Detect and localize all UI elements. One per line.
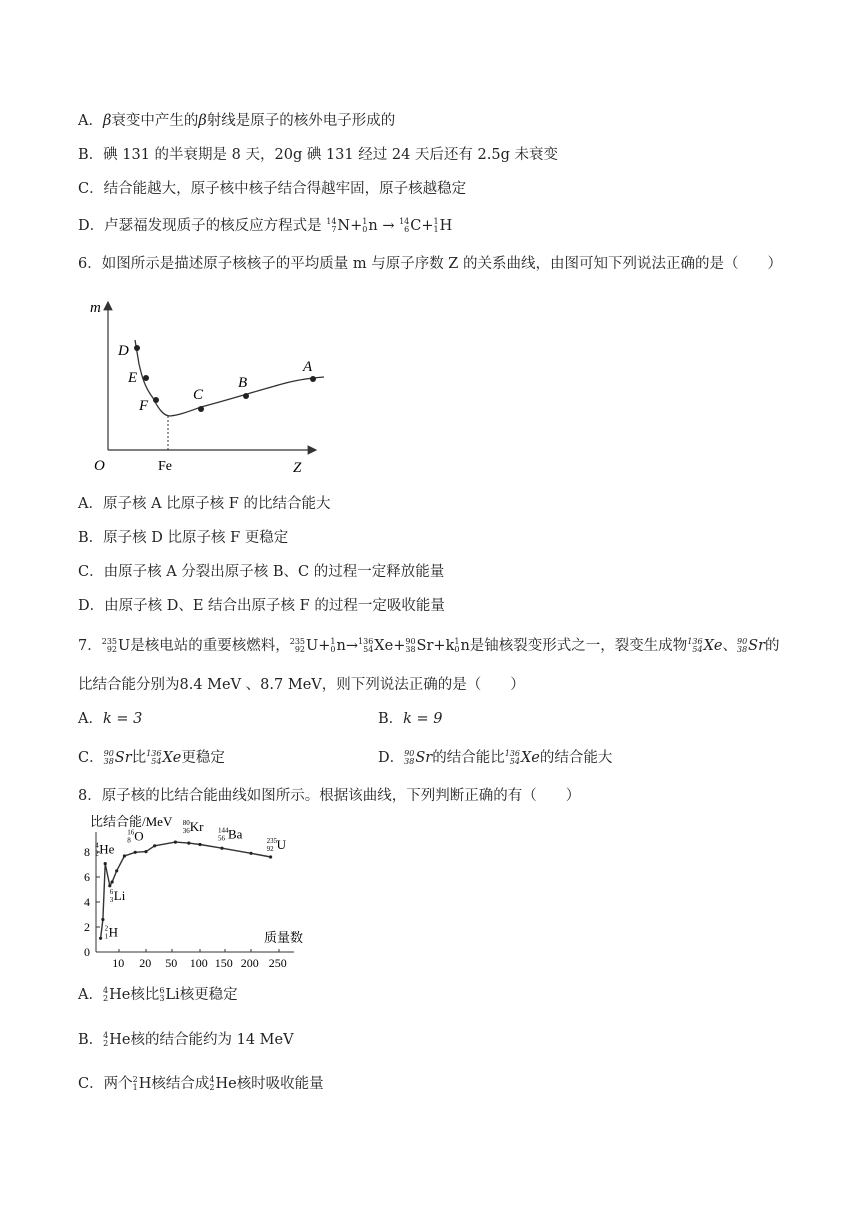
x-tick-label: 50 xyxy=(165,956,178,970)
y-tick-label: 2 xyxy=(84,920,90,934)
q8-option-b: B． 4 2 He 核的结合能约为 14 MeV xyxy=(78,1031,294,1048)
q5-option-c: C．结合能越大，原子核中核子结合得越牢固，原子核越稳定 xyxy=(78,181,467,197)
nuclide-mass-number: 80 xyxy=(182,819,190,828)
nuclide-mass-number: 2 xyxy=(104,924,109,933)
nuclide-xe136: 136 54 Xe xyxy=(504,749,540,766)
data-point xyxy=(144,850,147,853)
q5-option-b: B．碘 131 的半衰期是 8 天，20g 碘 131 经过 24 天后还有 2.5g 未衰变 xyxy=(78,147,558,163)
data-point xyxy=(187,842,190,845)
q8-option-a: A． 4 2 He 核比 6 3 Li 核更稳定 xyxy=(78,986,238,1003)
chart-ylabel: 比结合能/MeV xyxy=(90,814,173,829)
nuclide-neutron: 1 0 n xyxy=(362,217,378,234)
nuclide-n14: 14 7 N xyxy=(326,217,351,234)
nuclide-c14: 14 6 C xyxy=(399,217,422,234)
point-f xyxy=(138,397,159,414)
svg-text:E: E xyxy=(128,370,138,386)
nuclide-sr90: 90 38 Sr xyxy=(404,749,433,766)
nuclide-xe136: 136 54 Xe xyxy=(687,637,723,654)
q5-option-a xyxy=(78,111,395,131)
x-tick-label: 150 xyxy=(214,956,233,970)
data-point xyxy=(269,855,272,858)
x-tick-label: 200 xyxy=(240,956,259,970)
nuclide-u235: 235 92 U xyxy=(289,637,319,654)
x-tick-label: 10 xyxy=(112,956,125,970)
origin-label: O xyxy=(94,458,105,474)
y-axis-label: m xyxy=(90,300,101,316)
nuclide-symbol: Kr xyxy=(189,819,204,835)
binding-energy-curve xyxy=(101,842,271,941)
nuclide-atomic-number: 92 xyxy=(266,845,274,853)
q7-option-b: B．k = 9 xyxy=(378,711,443,727)
nuclide-sr90: 90 38 Sr xyxy=(405,637,434,654)
nuclide-he4: 4 2 He xyxy=(102,986,131,1003)
nuclide-atomic-number: 1 xyxy=(104,932,109,941)
y-tick-label: 4 xyxy=(84,895,90,909)
nuclide-symbol: Ba xyxy=(228,826,243,842)
nuclide-he4: 4 2 He xyxy=(209,1075,237,1092)
point-c xyxy=(193,387,204,412)
nuclide-h2: 2 1 H xyxy=(132,1075,152,1092)
data-point xyxy=(115,869,118,872)
y-tick-label: 8 xyxy=(84,845,90,859)
reaction-arrow: → xyxy=(345,638,359,654)
option-text: 射线是原子的核外电子形成的 xyxy=(206,113,396,129)
x-axis-label: Z xyxy=(293,460,302,476)
q6-option-b: B．原子核 D 比原子核 F 更稳定 xyxy=(78,530,289,546)
nuclide-xe136: 136 54 Xe xyxy=(358,637,394,654)
svg-text:F: F xyxy=(139,398,149,414)
data-point xyxy=(111,880,114,883)
y-tick-label: 0 xyxy=(84,945,90,959)
q7-stem-line2: 比结合能分别为8.4 MeV 、8.7 MeV，则下列说法正确的是（ ） xyxy=(78,677,525,693)
mass-curve xyxy=(135,340,324,416)
data-point xyxy=(99,937,102,940)
svg-text:B: B xyxy=(238,375,248,391)
q6-option-a: A．原子核 A 比原子核 F 的比结合能大 xyxy=(78,496,331,512)
data-point xyxy=(104,862,107,865)
fe-label: Fe xyxy=(158,459,172,474)
q6-option-c: C．由原子核 A 分裂出原子核 B、C 的过程一定释放能量 xyxy=(78,564,445,580)
nuclide-mass-number: 235 xyxy=(266,837,278,845)
q6-option-d: D．由原子核 D、E 结合出原子核 F 的过程一定吸收能量 xyxy=(78,598,445,614)
x-tick-label: 100 xyxy=(189,956,208,970)
data-point xyxy=(101,918,104,921)
chart-xlabel: 质量数 xyxy=(264,930,304,945)
nuclide-symbol: Li xyxy=(113,887,126,903)
nuclide-xe136: 136 54 Xe xyxy=(146,749,182,766)
nuclide-symbol: U xyxy=(276,837,286,852)
q8-stem: 8．原子核的比结合能曲线如图所示。根据该曲线，下列判断正确的有（ ） xyxy=(78,788,581,804)
beta-symbol: β xyxy=(102,113,112,129)
svg-text:A: A xyxy=(303,359,313,375)
nuclide-atomic-number: 2 xyxy=(95,849,99,858)
nuclide-sr90: 90 38 Sr xyxy=(736,637,766,654)
beta-symbol: β xyxy=(198,113,207,129)
nuclide-atomic-number: 56 xyxy=(218,834,225,843)
data-point xyxy=(123,854,126,857)
nuclide-li6: 6 3 Li xyxy=(159,986,180,1003)
point-b xyxy=(238,375,249,399)
svg-text:D: D xyxy=(118,343,129,359)
nuclide-atomic-number: 3 xyxy=(109,895,114,904)
nuclide-mass-number: 16 xyxy=(127,828,135,837)
data-point xyxy=(220,847,223,850)
nuclide-mass-number: 144 xyxy=(218,826,229,835)
option-label: A． xyxy=(78,113,103,129)
nuclide-mass-number: 6 xyxy=(109,887,114,896)
option-text: 衰变中产生的 xyxy=(111,113,199,129)
nuclide-neutron: 1 0 n xyxy=(454,637,470,654)
nuclide-symbol: O xyxy=(134,828,144,844)
q8-binding-energy-chart xyxy=(74,810,314,970)
nuclide-atomic-number: 8 xyxy=(127,836,131,845)
nuclide-h1: 1 1 H xyxy=(433,217,453,234)
data-point xyxy=(198,843,201,846)
x-tick-label: 250 xyxy=(268,956,287,970)
nuclide-mass-number: 4 xyxy=(95,841,99,850)
q6-mass-curve-diagram xyxy=(88,292,338,478)
q5-option-d: D．卢瑟福发现质子的核反应方程式是 14 7 N + 1 0 n → 14 6 C + 1 1 H xyxy=(78,217,453,234)
nuclide-he4: 4 2 He xyxy=(103,1031,131,1048)
option-text: D．卢瑟福发现质子的核反应方程式是 xyxy=(78,218,322,234)
data-point xyxy=(153,844,156,847)
q7-option-d: D． 90 38 Sr 的结合能比 136 54 Xe 的结合能大 xyxy=(378,749,613,766)
nuclide-symbol: H xyxy=(108,924,118,940)
reaction-arrow: → xyxy=(382,218,395,234)
data-point xyxy=(134,851,137,854)
svg-text:C: C xyxy=(193,387,204,403)
x-tick-label: 20 xyxy=(139,956,152,970)
nuclide-sr90: 90 38 Sr xyxy=(103,749,132,766)
nuclide-neutron: 1 0 n xyxy=(330,637,346,654)
data-point xyxy=(174,841,177,844)
q7-option-a: A．k = 3 xyxy=(78,711,143,727)
nuclide-symbol: He xyxy=(99,841,115,857)
q8-option-c: C．两个 2 1 H 核结合成 4 2 He 核时吸收能量 xyxy=(78,1075,324,1092)
q7-stem-line1: 7． 235 92 U 是核电站的重要核燃料， 235 92 U + 1 0 n → 136 54 Xe + 90 38 Sr +k 1 0 n 是铀核裂变形式之一，裂变生成物 136 54 Xe 、 90 38 Sr 的 xyxy=(78,637,780,654)
nuclide-u235: 235 92 U xyxy=(101,637,131,654)
q7-option-c: C． 90 38 Sr 比 136 54 Xe 更稳定 xyxy=(78,749,225,766)
q6-stem: 6．如图所示是描述原子核核子的平均质量 m 与原子序数 Z 的关系曲线，由图可知下列说法正确的是（ ） xyxy=(78,256,782,272)
data-point xyxy=(249,852,252,855)
nuclide-atomic-number: 36 xyxy=(182,827,190,836)
y-tick-label: 6 xyxy=(84,870,90,884)
